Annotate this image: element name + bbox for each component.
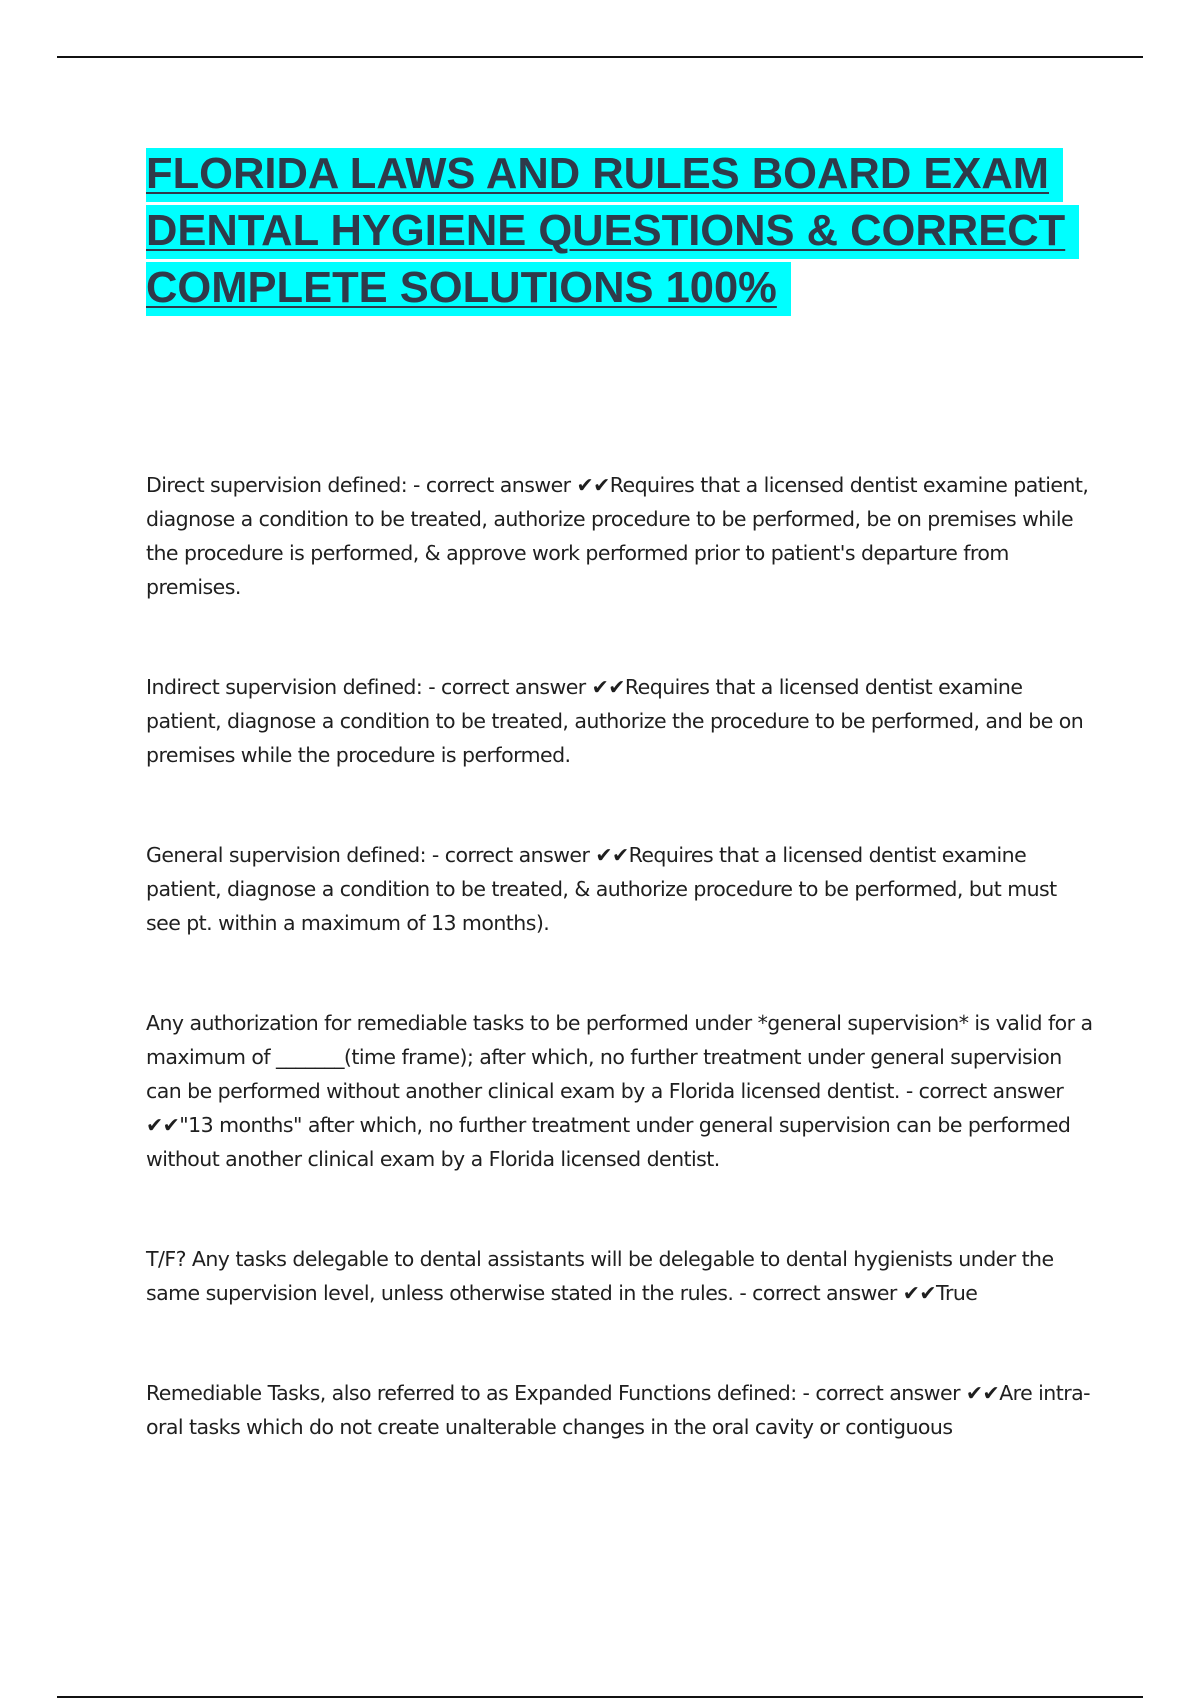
- qa-item-indirect-supervision: Indirect supervision defined: - correct answer ✔✔Requires that a licensed dentist examine patient, diagnose a condition to be treated, authorize the procedure to be performed, and be on premises while the procedure is performed.: [146, 675, 1084, 767]
- qa-item-general-supervision: General supervision defined: - correct answer ✔✔Requires that a licensed dentist examine patient, diagnose a condition to be treated, & authorize procedure to be performed, but must see pt. within a maximum of 13 months).: [146, 843, 1057, 935]
- qa-item-authorization-time-frame: Any authorization for remediable tasks to be performed under *general supervision* is valid for a maximum of _______(time frame); after which, no further treatment under general supervision can be performed without another clinical exam by a Florida licensed dentist. - correct answer ✔✔"13 months" after which, no further treatment under general supervision can be performed without another clinical exam by a Florida licensed dentist.: [146, 1011, 1093, 1171]
- qa-item-remediable-tasks: Remediable Tasks, also referred to as Expanded Functions defined: - correct answer ✔✔Are intra-oral tasks which do not create unalterable changes in the oral cavity or contiguous: [146, 1381, 1090, 1439]
- document-title: [146, 146, 1076, 317]
- bottom-horizontal-rule: [57, 1696, 1143, 1698]
- top-horizontal-rule: [57, 56, 1143, 58]
- qa-item-true-false-delegable-tasks: T/F? Any tasks delegable to dental assistants will be delegable to dental hygienists under the same supervision level, unless otherwise stated in the rules. - correct answer ✔✔True: [146, 1247, 1054, 1305]
- title-highlight: FLORIDA LAWS AND RULES BOARD EXAM DENTAL HYGIENE QUESTIONS & CORRECT COMPLETE SOLUTIONS 100%: [146, 148, 1079, 316]
- qa-item-direct-supervision: Direct supervision defined: - correct answer ✔✔Requires that a licensed dentist examine patient, diagnose a condition to be treated, authorize procedure to be performed, be on premises while the procedure is performed, & approve work performed prior to patient's departure from premises.: [146, 473, 1089, 599]
